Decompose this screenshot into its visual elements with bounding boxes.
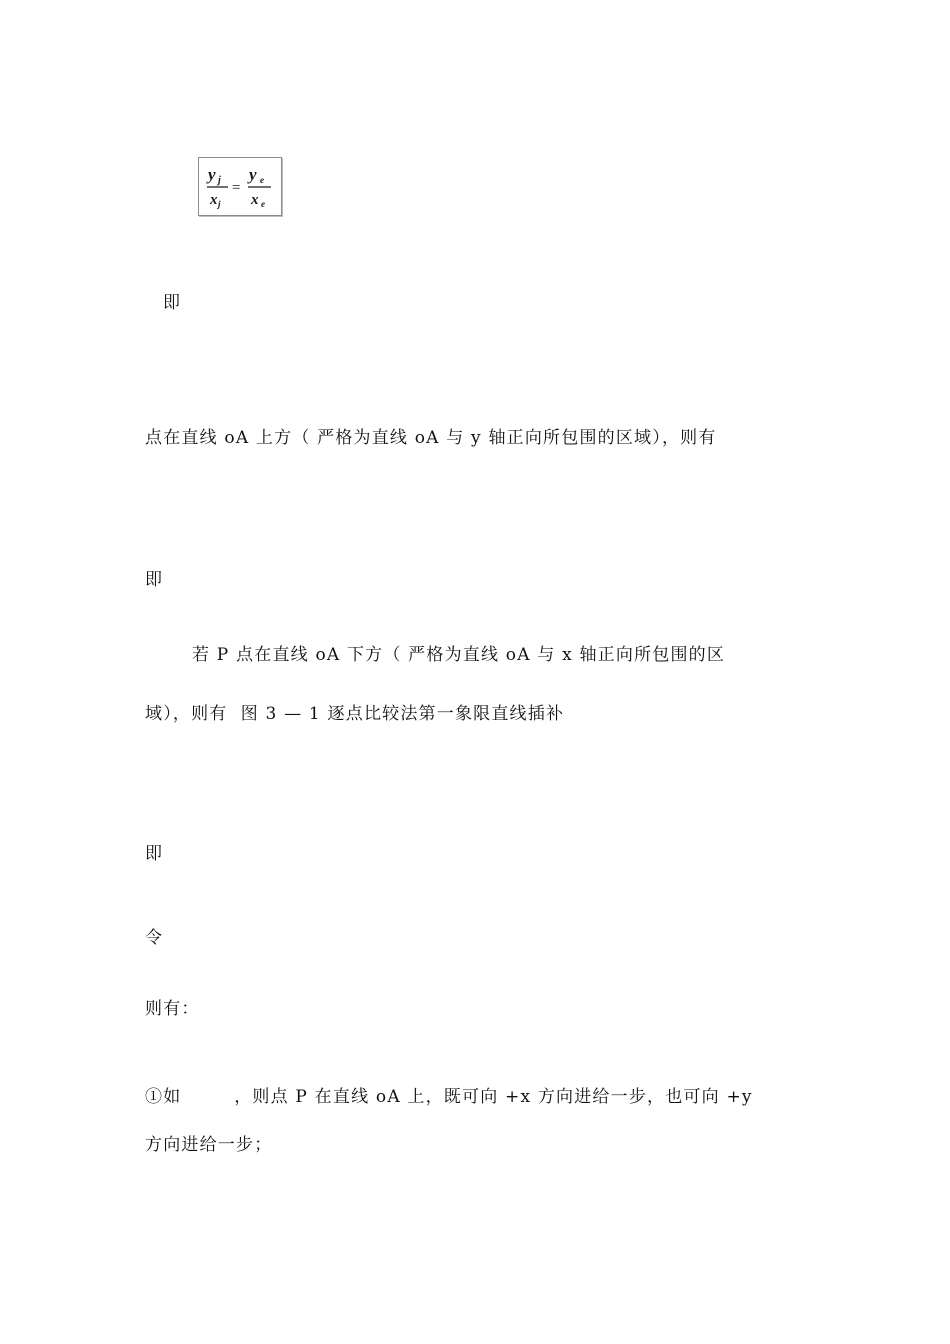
zeyou-text: 则有： bbox=[145, 999, 200, 1019]
ji-text-3: 即 bbox=[145, 844, 164, 864]
right-denominator-sub: e bbox=[261, 199, 265, 209]
right-numerator: y bbox=[249, 165, 257, 184]
paragraph-above-line: 点在直线 oA 上方（ 严格为直线 oA 与 y 轴正向所包围的区域），则有 bbox=[145, 428, 717, 448]
ratio-formula bbox=[199, 158, 281, 215]
right-numerator-sub: e bbox=[260, 175, 264, 185]
formula-image bbox=[198, 157, 282, 216]
case-1-line-1: ①如 ，则点 P 在直线 oA 上，既可向 +x 方向进给一步，也可向 +y bbox=[145, 1087, 753, 1107]
paragraph-below-line-1: 若 P 点在直线 oA 下方（ 严格为直线 oA 与 x 轴正向所包围的区 bbox=[192, 645, 726, 665]
ling-text: 令 bbox=[145, 928, 164, 948]
left-denominator: x bbox=[210, 192, 218, 208]
left-denominator-sub: j bbox=[218, 199, 221, 209]
left-numerator-sub: j bbox=[218, 175, 221, 186]
equals-sign: = bbox=[232, 180, 241, 196]
ji-text-1: 即 bbox=[163, 293, 182, 313]
left-numerator: y bbox=[208, 165, 216, 184]
case-1-line-2: 方向进给一步； bbox=[145, 1135, 273, 1155]
ji-text-2: 即 bbox=[145, 570, 164, 590]
paragraph-below-line-2: 域），则有 图 3 — 1 逐点比较法第一象限直线插补 bbox=[145, 704, 565, 724]
right-denominator: x bbox=[251, 192, 259, 208]
